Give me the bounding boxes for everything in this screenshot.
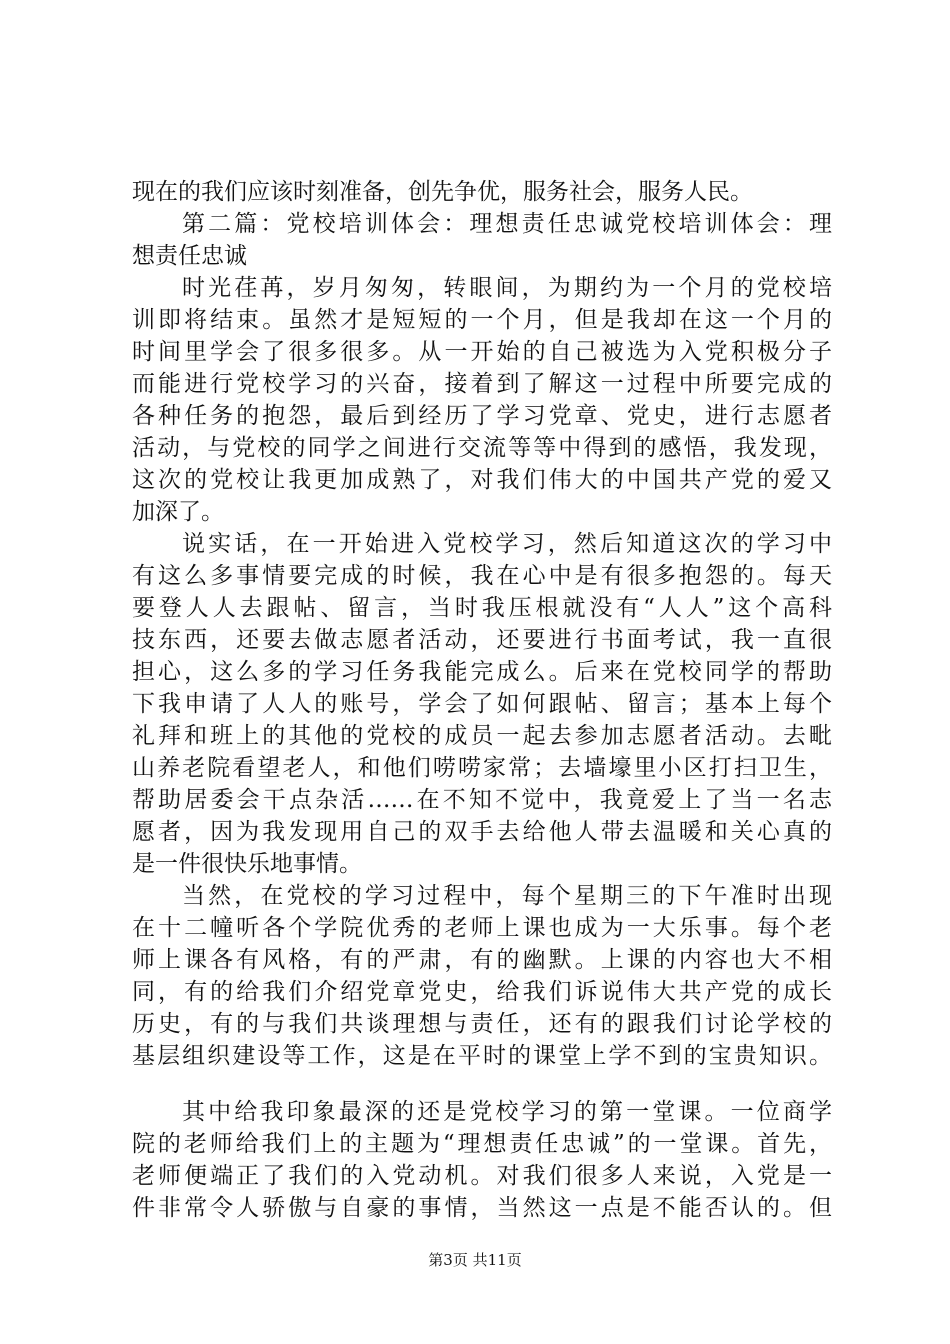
page-footer: 第3页 共11页 [428,1251,522,1269]
text-line: 件非常令人骄傲与自豪的事情，当然这一点是不能否认的。但 [132,1195,832,1221]
text-line: 愿者，因为我发现用自己的双手去给他人带去温暖和关心真的 [132,819,832,845]
text-line: 师上课各有风格，有的严肃，有的幽默。上课的内容也大不相 [132,947,832,973]
text-line: 时光荏苒，岁月匆匆，转眼间，为期约为一个月的党校培 [182,275,832,301]
text-line: 要登人人去跟帖、留言，当时我压根就没有“人人”这个高科 [132,595,832,621]
text-line: 这次的党校让我更加成熟了，对我们伟大的中国共产党的爱又 [132,467,832,493]
text-line: 老师便端正了我们的入党动机。对我们很多人来说，入党是一 [132,1163,832,1189]
text-line: 院的老师给我们上的主题为“理想责任忠诚”的一堂课。首先， [132,1131,832,1157]
text-line: 有这么多事情要完成的时候，我在心中是有很多抱怨的。每天 [132,563,832,589]
text-line: 山养老院看望老人，和他们唠唠家常；去墙壕里小区打扫卫生， [132,755,832,781]
text-line: 加深了。 [132,499,224,525]
text-line: 而能进行党校学习的兴奋，接着到了解这一过程中所要完成的 [132,371,832,397]
text-line: 担心，这么多的学习任务我能完成么。后来在党校同学的帮助 [132,659,832,685]
text-line: 下我申请了人人的账号，学会了如何跟帖、留言；基本上每个 [132,691,832,717]
text-line: 是一件很快乐地事情。 [132,851,362,877]
section-heading-line: 想责任忠诚 [132,243,247,269]
text-line: 训即将结束。虽然才是短短的一个月，但是我却在这一个月的 [132,307,832,333]
text-line: 基层组织建设等工作，这是在平时的课堂上学不到的宝贵知识。 [132,1043,832,1069]
text-line: 礼拜和班上的其他的党校的成员一起去参加志愿者活动。去毗 [132,723,832,749]
text-line: 技东西，还要去做志愿者活动，还要进行书面考试，我一直很 [132,627,832,653]
text-line: 说实话，在一开始进入党校学习，然后知道这次的学习中 [182,531,832,557]
text-line: 其中给我印象最深的还是党校学习的第一堂课。一位商学 [182,1099,832,1125]
text-line: 同，有的给我们介绍党章党史，给我们诉说伟大共产党的成长 [132,979,832,1005]
text-line: 当然，在党校的学习过程中，每个星期三的下午准时出现 [182,883,832,909]
text-line: 在十二幢听各个学院优秀的老师上课也成为一大乐事。每个老 [132,915,832,941]
text-line: 各种任务的抱怨，最后到经历了学习党章、党史，进行志愿者 [132,403,832,429]
text-line: 帮助居委会干点杂活……在不知不觉中，我竟爱上了当一名志 [132,787,832,813]
text-line: 历史，有的与我们共谈理想与责任，还有的跟我们讨论学校的 [132,1011,832,1037]
section-heading-line: 第二篇：党校培训体会：理想责任忠诚党校培训体会：理 [182,211,832,237]
text-line: 时间里学会了很多很多。从一开始的自己被选为入党积极分子 [132,339,832,365]
text-line: 现在的我们应该时刻准备，创先争优，服务社会，服务人民。 [132,179,753,205]
text-line: 活动，与党校的同学之间进行交流等等中得到的感悟，我发现， [132,435,832,461]
